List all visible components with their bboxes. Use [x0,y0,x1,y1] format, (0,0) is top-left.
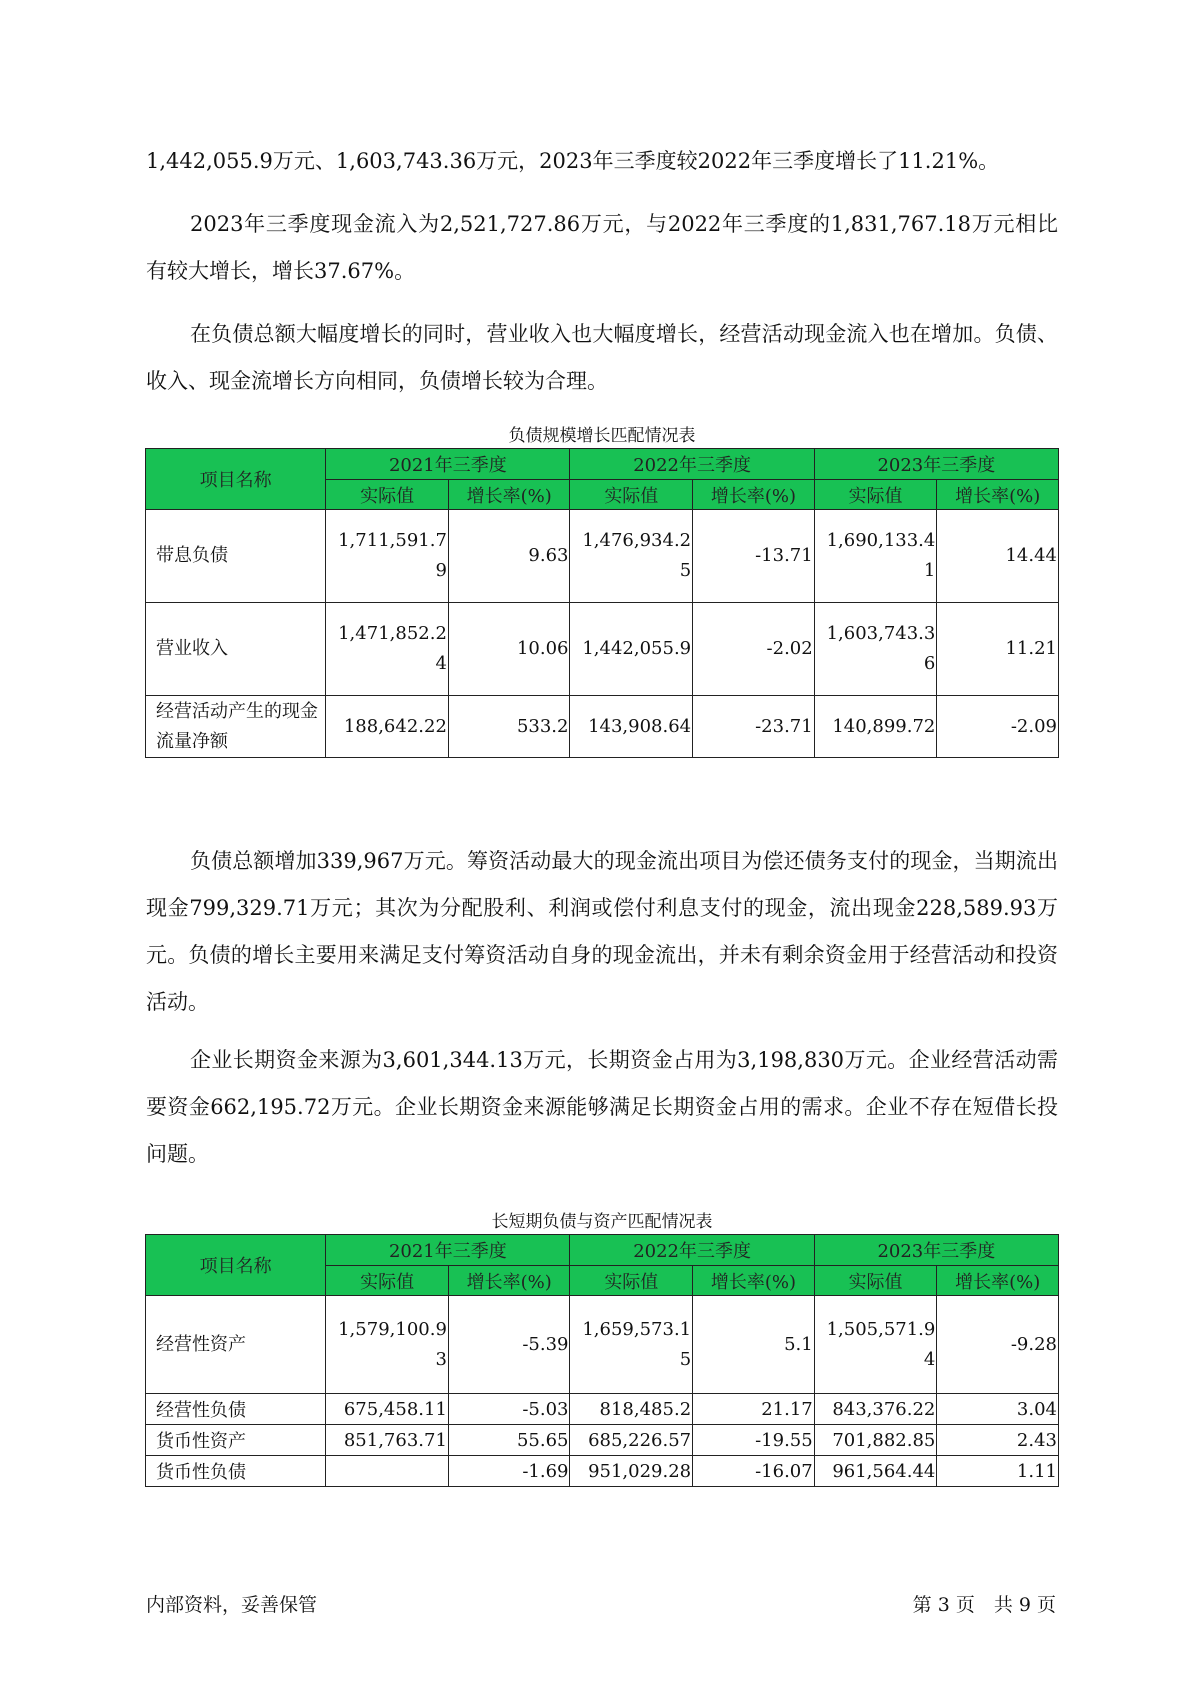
header-actual: 实际值 [326,480,449,510]
header-rate: 增长率(%) [937,1266,1059,1296]
header-actual: 实际值 [326,1266,449,1296]
header-period: 2023年三季度 [814,449,1058,480]
paragraph: 在负债总额大幅度增长的同时，营业收入也大幅度增长，经营活动现金流入也在增加。负债、收入、现金流增长方向相同，负债增长较为合理。 [146,322,1058,393]
asset-liability-table [145,1234,1059,1487]
paragraph: 1,442,055.9万元、1,603,743.36万元，2023年三季度较2022年三季度增长了11.21%。 [146,149,1000,173]
footer-page-number: 第 3 页 共 9 页 [912,1594,1056,1616]
header-actual: 实际值 [570,1266,693,1296]
footer-confidential-note: 内部资料，妥善保管 [146,1594,318,1616]
header-actual: 实际值 [814,480,937,510]
header-rate: 增长率(%) [693,1266,815,1296]
header-period: 2022年三季度 [570,1235,814,1266]
paragraph: 负债总额增加339,967万元。筹资活动最大的现金流出项目为偿还债务支付的现金，当期流出现金799,329.71万元；其次为分配股利、利润或偿付利息支付的现金，流出现金228,589.93万元。负债的增长主要用来满足支付筹资活动自身的现金流出，并未有剩余资金用于经营活动和投资活动。 [146,849,1058,1014]
paragraph: 企业长期资金来源为3,601,344.13万元，长期资金占用为3,198,830万元。企业经营活动需要资金662,195.72万元。企业长期资金来源能够满足长期资金占用的需求。企业不存在短借长投问题。 [146,1048,1058,1166]
debt-growth-table [145,448,1059,758]
header-period: 2022年三季度 [570,449,814,480]
header-rate: 增长率(%) [448,480,570,510]
header-period: 2021年三季度 [326,449,570,480]
table-row: 经营性资产 1,579,100.93 -5.39 1,659,573.15 5.1 1,505,571.94 -9.28 [146,1296,1059,1394]
header-actual: 实际值 [814,1266,937,1296]
table-row: 营业收入 1,471,852.24 10.06 1,442,055.9 -2.02 1,603,743.36 11.21 [146,603,1059,696]
header-rate: 增长率(%) [448,1266,570,1296]
table-row: 货币性资产 851,763.71 55.65 685,226.57 -19.55 701,882.85 2.43 [146,1425,1059,1456]
header-actual: 实际值 [570,480,693,510]
table-row: 经营活动产生的现金流量净额 188,642.22 533.2 143,908.64 -23.71 140,899.72 -2.09 [146,696,1059,758]
table-caption: 负债规模增长匹配情况表 [508,426,696,446]
table-row: 经营性负债 675,458.11 -5.03 818,485.2 21.17 843,376.22 3.04 [146,1394,1059,1425]
table-row: 货币性负债 -1.69 951,029.28 -16.07 961,564.44 1.11 [146,1456,1059,1487]
header-rate: 增长率(%) [937,480,1059,510]
header-period: 2023年三季度 [814,1235,1058,1266]
header-item-name: 项目名称 [146,1235,326,1296]
header-rate: 增长率(%) [693,480,815,510]
table-caption: 长短期负债与资产匹配情况表 [491,1212,713,1232]
table-row: 带息负债 1,711,591.79 9.63 1,476,934.25 -13.71 1,690,133.41 14.44 [146,510,1059,603]
header-period: 2021年三季度 [326,1235,570,1266]
header-item-name: 项目名称 [146,449,326,510]
paragraph: 2023年三季度现金流入为2,521,727.86万元，与2022年三季度的1,831,767.18万元相比有较大增长，增长37.67%。 [146,212,1058,283]
